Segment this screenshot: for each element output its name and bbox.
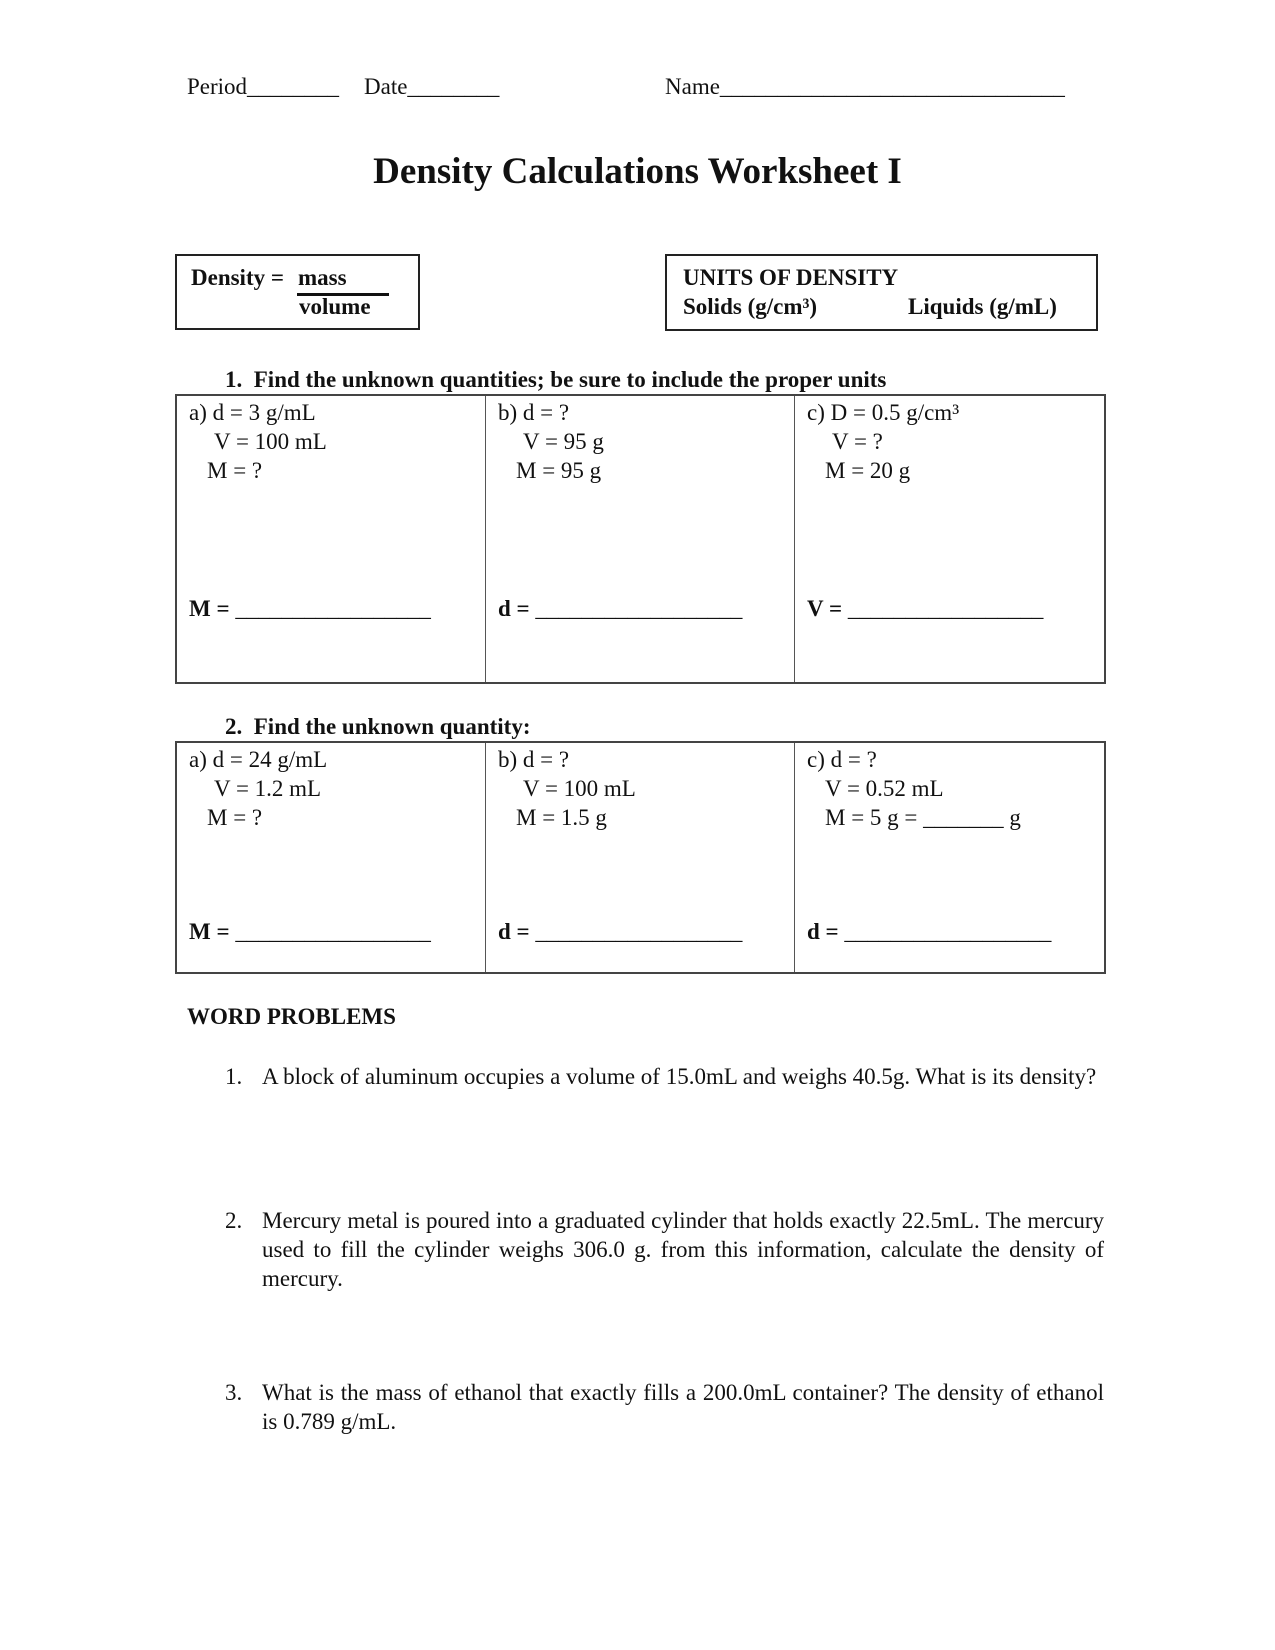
answer-field-v[interactable]: V = _________________ [807,596,1044,621]
section1-table [175,394,1106,684]
formula-lhs: Density = [191,265,290,290]
problem-number: 2. [225,1208,243,1233]
cell-line: a) d = 24 g/mL [189,747,328,772]
cell-line: b) d = ? [498,747,570,772]
cell-line: c) D = 0.5 g/cm³ [807,400,960,425]
formula-numerator: mass [298,265,347,290]
cell-line: V = 0.52 mL [825,776,944,801]
section1-title: 1. Find the unknown quantities; be sure to include the proper units [225,367,887,392]
problem-text: What is the mass of ethanol that exactly fills a 200.0mL container? The density of ethanol is 0.789 g/mL. [262,1380,1104,1434]
answer-field-d[interactable]: d = __________________ [498,596,743,621]
cell-line: V = 100 mL [214,429,327,454]
word-problem-3 [225,1378,1105,1438]
date-field[interactable]: Date________ [364,74,500,99]
cell-line: a) d = 3 g/mL [189,400,316,425]
section1-cell-b [486,395,795,683]
word-problem-2 [225,1206,1105,1296]
name-field[interactable]: Name______________________________ [665,74,1065,99]
problem-text: A block of aluminum occupies a volume of 15.0mL and weighs 40.5g. What is its density? [262,1064,1097,1089]
units-heading: UNITS OF DENSITY [683,265,899,290]
units-liquids: Liquids (g/mL) [908,294,1057,319]
section2-table [175,741,1106,974]
problem-number: 1. [225,1064,243,1089]
section2-cell-a [176,742,486,973]
cell-line: V = 95 g [523,429,604,454]
answer-field-m[interactable]: M = _________________ [189,596,431,621]
problem-text: Mercury metal is poured into a graduated cylinder that holds exactly 22.5mL. The mercury used to fill the cylinder weighs 306.0 g. from this information, calculate the density of mercury. [262,1208,1104,1291]
answer-field-m[interactable]: M = _________________ [189,919,431,944]
cell-line: b) d = ? [498,400,570,425]
cell-line: M = ? [207,458,263,483]
section1-cell-a [176,395,486,683]
answer-field-d[interactable]: d = __________________ [807,919,1052,944]
cell-line: V = ? [832,429,883,454]
cell-line: V = 1.2 mL [214,776,322,801]
cell-line: M = ? [207,805,263,830]
problem-number: 3. [225,1380,243,1405]
cell-line: M = 1.5 g [516,805,607,830]
section2-cell-b [486,742,795,973]
units-of-density-box [665,254,1098,331]
cell-line: M = 95 g [516,458,602,483]
cell-line: V = 100 mL [523,776,636,801]
section1-cell-c [795,395,1106,683]
density-formula-box [175,254,420,330]
formula-denominator: volume [299,294,371,319]
mass-conversion-field[interactable]: M = 5 g = _______ g [825,805,1021,830]
period-field[interactable]: Period________ [187,74,340,99]
word-problems-heading: WORD PROBLEMS [187,1004,396,1029]
page-title: Density Calculations Worksheet I [373,151,902,192]
word-problem-1 [225,1062,1105,1122]
cell-line: M = 20 g [825,458,911,483]
cell-line: c) d = ? [807,747,877,772]
section2-title: 2. Find the unknown quantity: [225,714,531,739]
section2-cell-c [795,742,1106,973]
answer-field-d[interactable]: d = __________________ [498,919,743,944]
units-solids: Solids (g/cm³) [683,294,818,319]
